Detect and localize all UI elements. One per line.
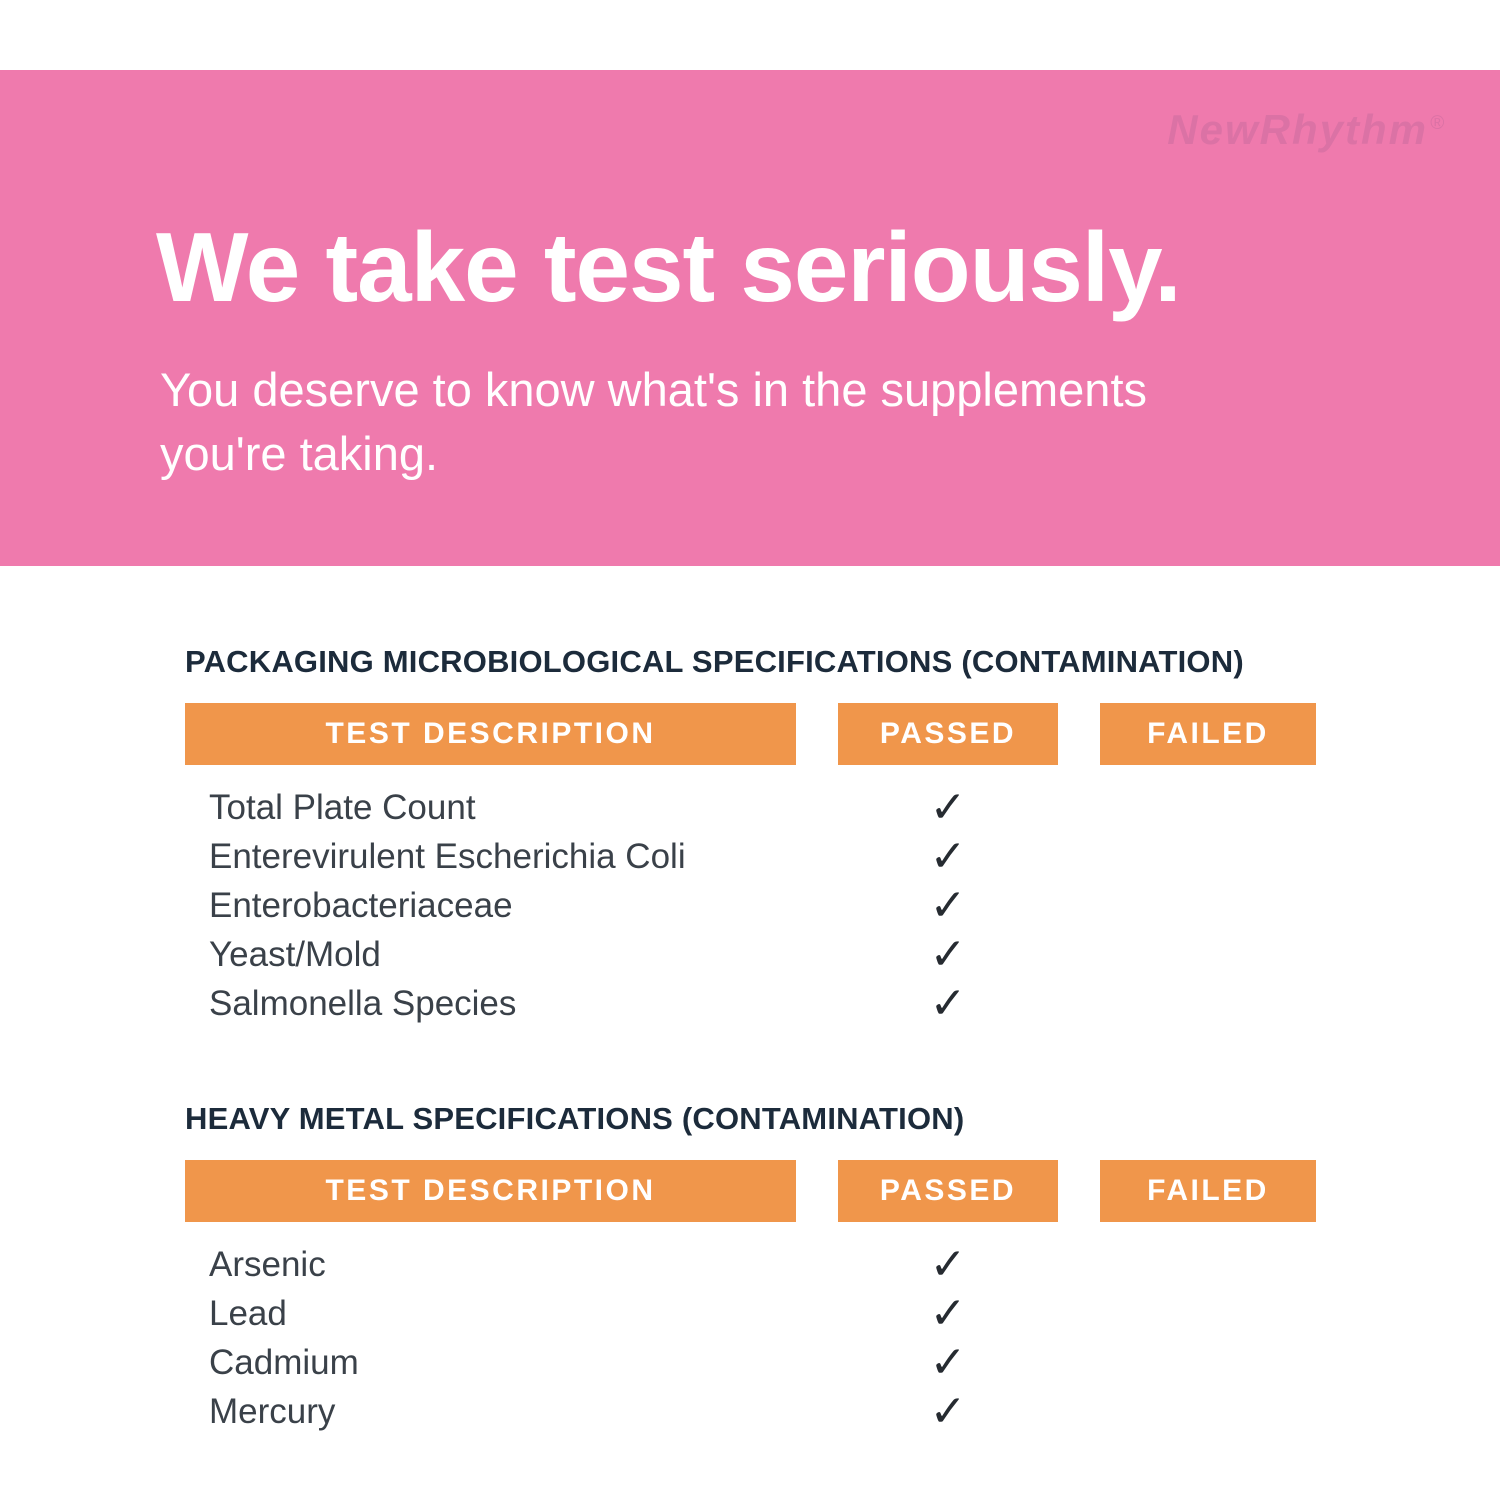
column-header-failed: FAILED [1100, 703, 1316, 765]
check-icon: ✓ [929, 928, 967, 980]
brand-logo-text: NewRhythm [1167, 106, 1428, 153]
table-header-row [185, 1160, 1316, 1222]
table-row [185, 1240, 1316, 1289]
hero-banner [0, 70, 1500, 566]
check-icon: ✓ [929, 977, 967, 1029]
check-icon: ✓ [929, 830, 967, 882]
table-row [185, 979, 1316, 1028]
hero-subheading [160, 358, 1147, 486]
column-header-passed: PASSED [838, 1160, 1058, 1222]
table-body-heavy-metal [185, 1240, 1316, 1436]
table-row [185, 1289, 1316, 1338]
test-name: Yeast/Mold [209, 934, 381, 974]
test-name: Total Plate Count [209, 787, 476, 827]
test-name: Arsenic [209, 1244, 326, 1284]
registered-trademark-symbol: ® [1430, 113, 1446, 134]
column-header-test-description: TEST DESCRIPTION [185, 703, 796, 765]
section-title-microbiological: PACKAGING MICROBIOLOGICAL SPECIFICATIONS (CONTAMINATION) [185, 644, 1244, 679]
column-header-failed: FAILED [1100, 1160, 1316, 1222]
check-icon: ✓ [929, 1336, 967, 1388]
brand-logo [1167, 106, 1446, 154]
table-row [185, 930, 1316, 979]
table-row [185, 832, 1316, 881]
hero-subheading-line2: you're taking. [160, 427, 439, 480]
check-icon: ✓ [929, 781, 967, 833]
column-header-test-description: TEST DESCRIPTION [185, 1160, 796, 1222]
test-name: Lead [209, 1293, 287, 1333]
check-icon: ✓ [929, 1287, 967, 1339]
top-white-strip [0, 0, 1500, 70]
check-icon: ✓ [929, 1385, 967, 1437]
test-name: Enterevirulent Escherichia Coli [209, 836, 686, 876]
table-body-microbiological [185, 783, 1316, 1028]
spec-tables-area [185, 565, 1316, 1436]
test-name: Enterobacteriaceae [209, 885, 513, 925]
section-title-heavy-metal: HEAVY METAL SPECIFICATIONS (CONTAMINATION) [185, 1101, 965, 1136]
table-header-row [185, 703, 1316, 765]
table-row [185, 1387, 1316, 1436]
column-header-passed: PASSED [838, 703, 1058, 765]
check-icon: ✓ [929, 1238, 967, 1290]
table-row [185, 881, 1316, 930]
table-row [185, 1338, 1316, 1387]
hero-heading: We take test seriously. [156, 212, 1181, 322]
table-row [185, 783, 1316, 832]
hero-subheading-line1: You deserve to know what's in the supplements [160, 363, 1147, 416]
test-name: Cadmium [209, 1342, 359, 1382]
check-icon: ✓ [929, 879, 967, 931]
test-name: Salmonella Species [209, 983, 517, 1023]
test-name: Mercury [209, 1391, 336, 1431]
